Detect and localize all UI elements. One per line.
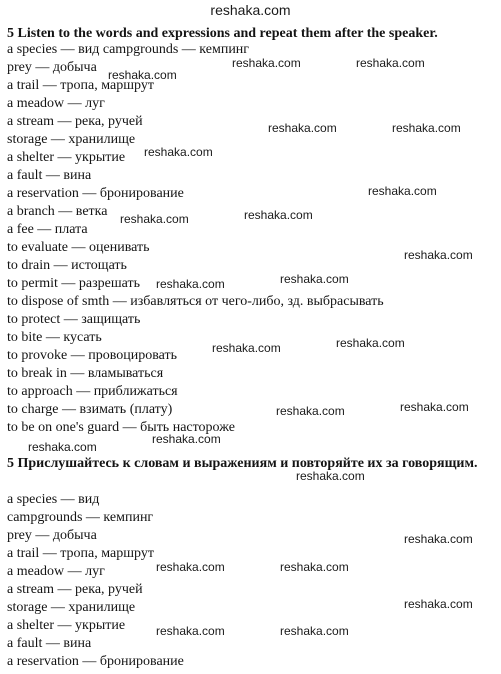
site-title: reshaka.com (210, 2, 291, 18)
vocab-line: a trail — тропа, маршрут (7, 78, 154, 93)
vocab-line: to bite — кусать (7, 330, 102, 345)
watermark-text: reshaka.com (280, 624, 349, 638)
watermark-text: reshaka.com (404, 597, 473, 611)
vocab-line: a meadow — луг (7, 564, 105, 579)
watermark-text: reshaka.com (356, 56, 425, 70)
watermark-text: reshaka.com (400, 400, 469, 414)
vocab-line: to protect — защищать (7, 312, 141, 327)
watermark-text: reshaka.com (28, 440, 97, 454)
vocab-line: prey — добыча (7, 60, 97, 75)
watermark-text: reshaka.com (120, 212, 189, 226)
vocab-line: a meadow — луг (7, 96, 105, 111)
section-heading-russian: 5 Прислушайтесь к словам и выражениям и повторяйте их за говорящим. (7, 456, 478, 471)
section-heading-english: 5 Listen to the words and expressions and repeat them after the speaker. (7, 26, 438, 41)
watermark-text: reshaka.com (392, 121, 461, 135)
vocab-line: a reservation — бронирование (7, 654, 184, 669)
vocab-line: a stream — река, ручей (7, 582, 143, 597)
watermark-text: reshaka.com (296, 469, 365, 483)
watermark-text: reshaka.com (244, 208, 313, 222)
vocab-line: storage — хранилище (7, 132, 136, 147)
watermark-text: reshaka.com (276, 404, 345, 418)
watermark-text: reshaka.com (108, 68, 177, 82)
watermark-text: reshaka.com (368, 184, 437, 198)
watermark-text: reshaka.com (280, 272, 349, 286)
watermark-text: reshaka.com (152, 432, 221, 446)
vocab-line: a trail — тропа, маршрут (7, 546, 154, 561)
vocab-line: to evaluate — оценивать (7, 240, 150, 255)
vocab-line: a species — вид (7, 492, 100, 507)
vocab-line: to be on one's guard — быть настороже (7, 420, 235, 435)
vocab-line: a fault — вина (7, 636, 92, 651)
vocab-line: a shelter — укрытие (7, 150, 126, 165)
vocab-line: a species — вид campgrounds — кемпинг (7, 42, 250, 57)
watermark-text: reshaka.com (156, 624, 225, 638)
vocab-line: a shelter — укрытие (7, 618, 126, 633)
vocab-line: to drain — истощать (7, 258, 127, 273)
vocab-line: a reservation — бронирование (7, 186, 184, 201)
watermark-text: reshaka.com (232, 56, 301, 70)
vocab-line: campgrounds — кемпинг (7, 510, 154, 525)
vocab-line: a fee — плата (7, 222, 88, 237)
watermark-text: reshaka.com (156, 277, 225, 291)
vocab-line: a stream — река, ручей (7, 114, 143, 129)
vocab-line: to provoke — провоцировать (7, 348, 178, 363)
vocab-line: prey — добыча (7, 528, 97, 543)
vocab-line: a branch — ветка (7, 204, 108, 219)
watermark-text: reshaka.com (404, 248, 473, 262)
vocab-line: to charge — взимать (плату) (7, 402, 173, 417)
vocab-line: to permit — разрешать (7, 276, 141, 291)
watermark-text: reshaka.com (212, 341, 281, 355)
vocab-line: to dispose of smth — избавляться от чего-либо, зд. выбрасывать (7, 294, 384, 309)
watermark-text: reshaka.com (156, 560, 225, 574)
vocab-line: storage — хранилище (7, 600, 136, 615)
watermark-text: reshaka.com (144, 145, 213, 159)
watermark-text: reshaka.com (268, 121, 337, 135)
vocab-line: a fault — вина (7, 168, 92, 183)
vocab-line: to approach — приближаться (7, 384, 178, 399)
watermark-text: reshaka.com (280, 560, 349, 574)
watermark-text: reshaka.com (336, 336, 405, 350)
watermark-text: reshaka.com (404, 532, 473, 546)
vocab-line: to break in — вламываться (7, 366, 164, 381)
